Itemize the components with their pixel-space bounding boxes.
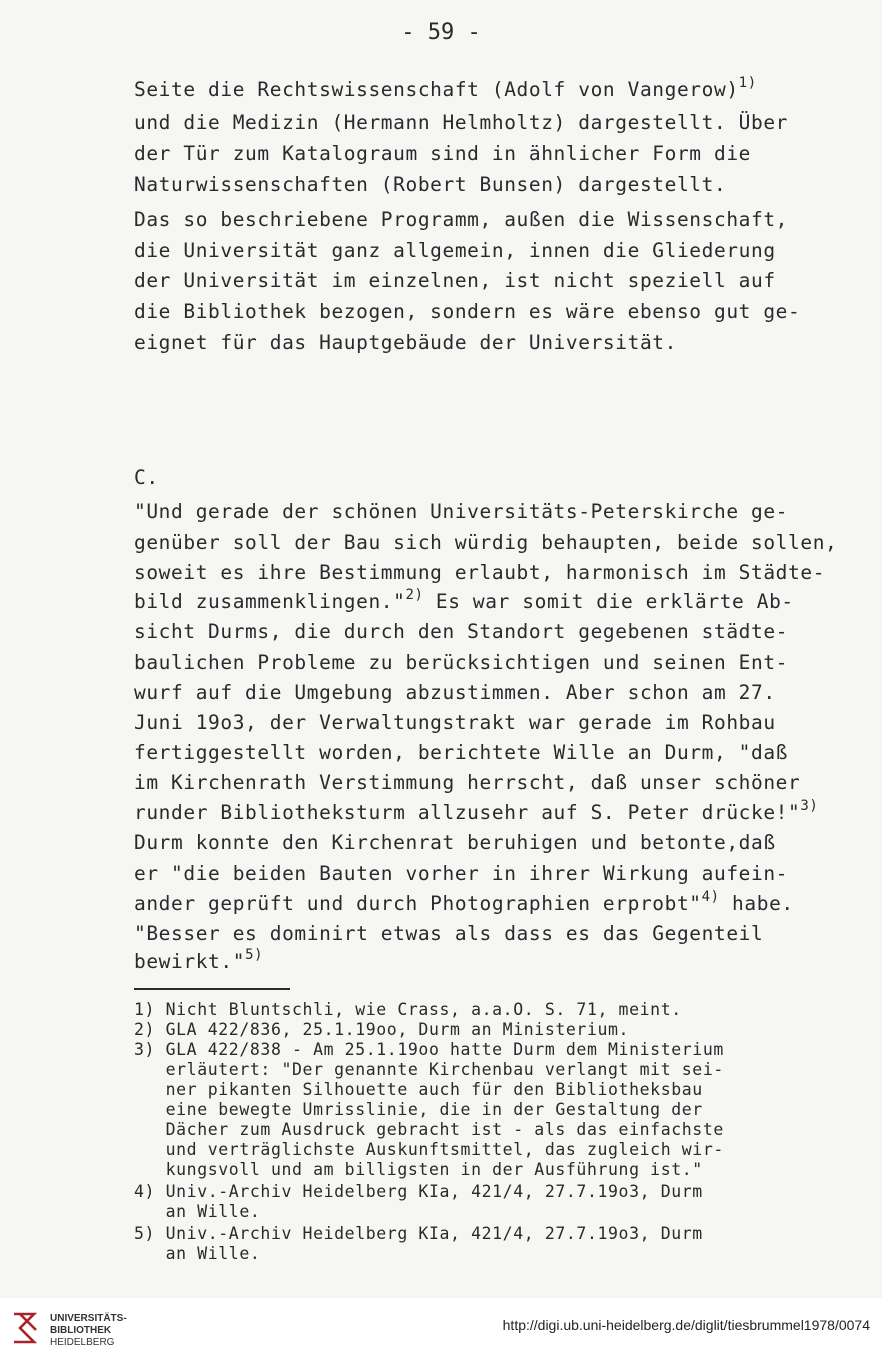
- footnote-line: an Wille.: [134, 1244, 261, 1263]
- text-line: runder Bibliotheksturm allzusehr auf S. Peter drücke!"$^{3)}$: [134, 798, 819, 824]
- text-line: Naturwissenschaften (Robert Bunsen) dargestellt.: [134, 173, 727, 196]
- text-line: bewirkt."$^{5)}$: [134, 947, 264, 973]
- footnote-line: Dächer zum Ausdruck gebracht ist - als das einfachste: [134, 1120, 724, 1139]
- footnote-line: 1) Nicht Bluntschli, wie Crass, a.a.O. S. 71, meint.: [134, 1000, 682, 1019]
- footnote-line: erläutert: "Der genannte Kirchenbau verlangt mit sei-: [134, 1060, 724, 1079]
- text-line: "Besser es dominirt etwas als dass es das Gegenteil: [134, 922, 764, 945]
- footnote-line: 5) Univ.-Archiv Heidelberg KIa, 421/4, 27.7.19o3, Durm: [134, 1224, 703, 1243]
- footnote-ref[interactable]: 4): [701, 889, 720, 905]
- footnote-ref[interactable]: 2): [405, 587, 424, 603]
- library-logo-icon: [10, 1308, 40, 1348]
- brand-line: UNIVERSITÄTS-: [50, 1313, 127, 1324]
- footnote-line: kungsvoll und am billigsten in der Ausführung ist.": [134, 1160, 703, 1179]
- footnote-line: eine bewegte Umrisslinie, die in der Gestaltung der: [134, 1100, 703, 1119]
- text-line: sicht Durms, die durch den Standort gegebenen städte-: [134, 620, 789, 643]
- section-heading: C.: [134, 466, 159, 489]
- footnote-ref[interactable]: 5): [245, 947, 264, 963]
- page-number: - 59 -: [401, 20, 481, 45]
- footnote-line: 4) Univ.-Archiv Heidelberg KIa, 421/4, 27.7.19o3, Durm: [134, 1182, 703, 1201]
- text-line: die Bibliothek bezogen, sondern es wäre ebenso gut ge-: [134, 300, 801, 323]
- text-line: genüber soll der Bau sich würdig behaupten, beide sollen,: [134, 531, 838, 554]
- text-line: im Kirchenrath Verstimmung herrscht, daß unser schöner: [134, 771, 801, 794]
- text-line: wurf auf die Umgebung abzustimmen. Aber schon am 27.: [134, 681, 776, 704]
- text-line: baulichen Probleme zu berücksichtigen und seinen Ent-: [134, 651, 789, 674]
- text-line: der Tür zum Katalograum sind in ähnlicher Form die: [134, 142, 751, 165]
- footnote-line: ner pikanten Silhouette auch für den Bibliotheksbau: [134, 1080, 703, 1099]
- footnote-line: 2) GLA 422/836, 25.1.19oo, Durm an Ministerium.: [134, 1020, 630, 1039]
- text-line: bild zusammenklingen."$^{2)}$ Es war somit die erklärte Ab-: [134, 587, 794, 613]
- footnote-line: an Wille.: [134, 1202, 261, 1221]
- text-line: eignet für das Hauptgebäude der Universität.: [134, 331, 677, 354]
- footnote-ref[interactable]: 1): [738, 75, 757, 91]
- text-line: Durm konnte den Kirchenrat beruhigen und betonte,daß: [134, 831, 776, 854]
- text-line: die Universität ganz allgemein, innen die Gliederung: [134, 239, 776, 262]
- text-line: soweit es ihre Bestimmung erlaubt, harmonisch im Städte-: [134, 561, 826, 584]
- text-line: ander geprüft und durch Photographien erprobt"$^{4)}$ habe.: [134, 889, 794, 915]
- text-line: der Universität im einzelnen, ist nicht speziell auf: [134, 269, 776, 292]
- text-line: Das so beschriebene Programm, außen die Wissenschaft,: [134, 208, 789, 231]
- text-line: und die Medizin (Hermann Helmholtz) dargestellt. Über: [134, 111, 789, 134]
- footnote-divider: [134, 988, 290, 990]
- brand-line: BIBLIOTHEK: [50, 1325, 112, 1336]
- footnote-line: 3) GLA 422/838 - Am 25.1.19oo hatte Durm dem Ministerium: [134, 1040, 724, 1059]
- footnote-ref[interactable]: 3): [800, 798, 819, 814]
- text-line: Seite die Rechtswissenschaft (Adolf von Vangerow)$^{1)}$: [134, 75, 757, 101]
- viewer-footer: [0, 1298, 882, 1360]
- footnote-line: und verträglichste Auskunftsmittel, das zugleich wir-: [134, 1140, 724, 1159]
- text-line: fertiggestellt worden, berichtete Wille an Durm, "daß: [134, 741, 789, 764]
- permalink[interactable]: http://digi.ub.uni-heidelberg.de/diglit/tiesbrummel1978/0074: [502, 1317, 870, 1333]
- text-line: er "die beiden Bauten vorher in ihrer Wirkung aufein-: [134, 862, 789, 885]
- brand-line: HEIDELBERG: [50, 1337, 115, 1348]
- text-line: Juni 19o3, der Verwaltungstrakt war gerade im Rohbau: [134, 711, 776, 734]
- text-line: "Und gerade der schönen Universitäts-Peterskirche ge-: [134, 500, 789, 523]
